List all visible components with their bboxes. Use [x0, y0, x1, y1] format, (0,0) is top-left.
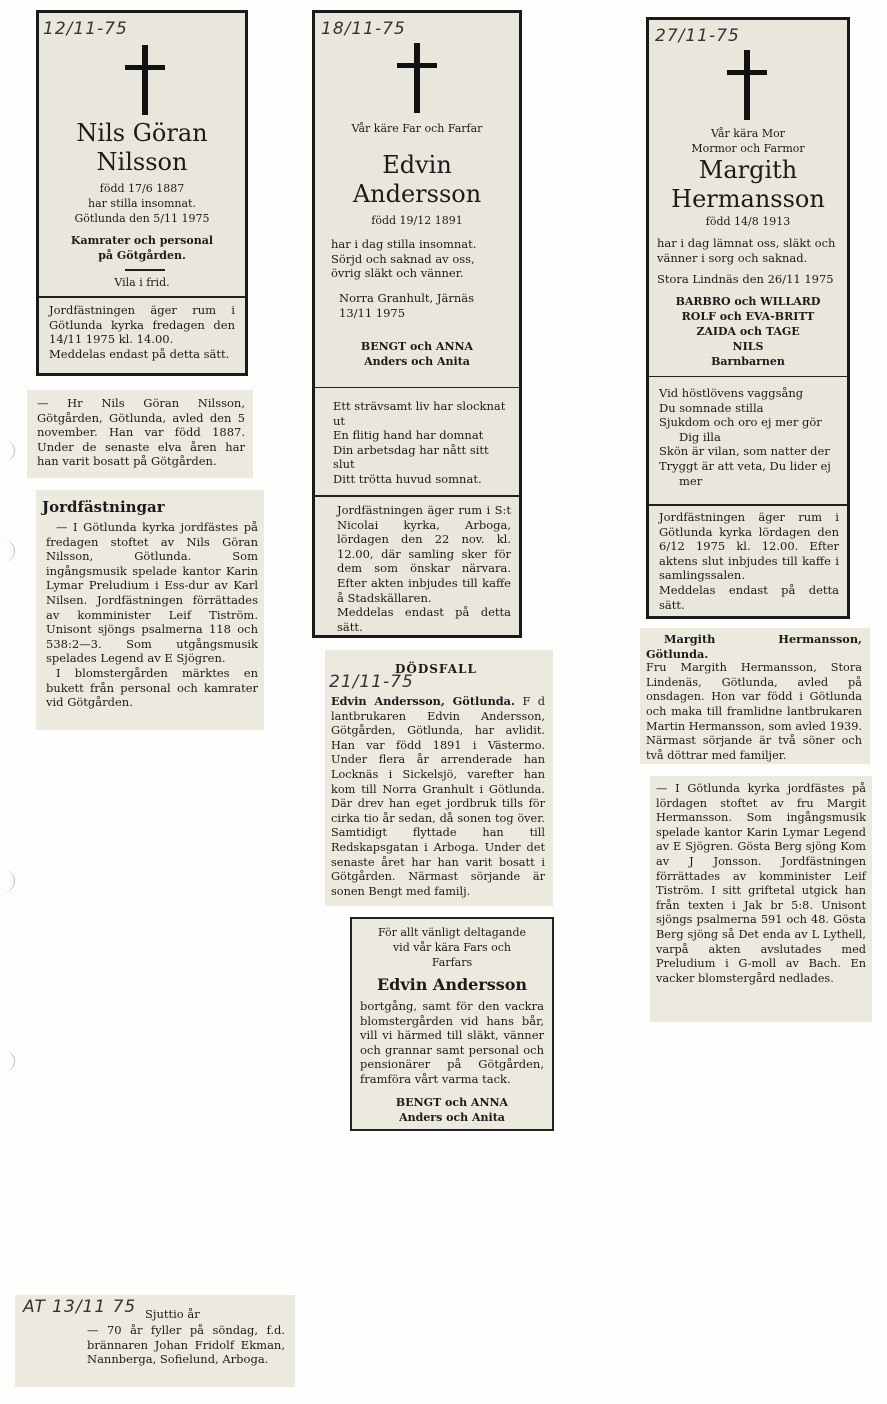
funeral-report-nils-nilsson	[36, 490, 264, 730]
handwritten-date: 21/11-75	[329, 672, 414, 692]
cross-icon	[397, 43, 437, 113]
notice-text: har i dag stilla insomnat. Sörjd och saknad av oss, övrig släkt och vänner.	[331, 237, 477, 281]
birthday-notice	[15, 1295, 295, 1387]
obituary-nils-nilsson	[27, 390, 253, 478]
birthday-text: — 70 år fyller på söndag, f.d. brännaren Johan Fridolf Ekman, Nannberga, Sofielund, Arboga.	[87, 1323, 285, 1367]
notice-place: Norra Granhult, Järnäs 13/11 1975	[339, 291, 474, 320]
deceased-name: Margith Hermansson	[671, 156, 825, 213]
thanks-intro: För allt vänligt deltagande vid vår kära Fars och Farfars	[377, 926, 527, 969]
obituary-text: — Hr Nils Göran Nilsson, Götgården, Götlunda, avled den 5 november. Han var född 1887. Under de senaste elva åren har han varit bosatt på Götgården.	[37, 396, 245, 469]
section-heading: Sjuttio år	[145, 1307, 200, 1321]
notice-intro: Vår kära Mor Mormor och Farmor	[691, 127, 805, 155]
obituary-margith-hermansson	[640, 628, 870, 764]
punch-mark	[0, 1050, 15, 1072]
poem: Ett strävsamt liv har slocknat ut En flitig hand har domnat Din arbetsdag har nått sitt slut Ditt trötta huvud somnat.	[333, 399, 506, 486]
death-notice-nils-nilsson	[36, 10, 248, 376]
divider	[39, 296, 245, 298]
thank-you-notice	[350, 917, 554, 1131]
funeral-report-margith-hermansson	[650, 776, 872, 1022]
birth-date: född 19/12 1891	[371, 214, 463, 227]
funeral-text: — I Götlunda kyrka jordfästes på fredagen stoftet av Nils Göran Nilsson, Götlunda. Som ingångsmusik spelade kantor Karin Lymar Preludium i Ess-dur av Karl Nilsen. Jordfästningen förrättades av komminister Leif Tiström. Unisont sjöngs psalmerna 118 och 538:2—3. Som utgångsmusik spelades Legend av E Sjögren. I blomstergården märktes en bukett från personal och kamrater vid Götgården.	[46, 520, 258, 710]
divider	[125, 269, 165, 271]
handwritten-date: 12/11-75	[43, 19, 128, 39]
deceased-name: Nils Göran Nilsson	[76, 119, 208, 176]
funeral-info: Jordfästningen äger rum i Götlunda kyrka fredagen den 14/11 1975 kl. 14.00. Meddelas endast på detta sätt.	[49, 303, 235, 361]
notice-intro: Vår käre Far och Farfar	[351, 122, 483, 135]
funeral-info: Jordfästningen äger rum i S:t Nicolai kyrka, Arboga, lördagen den 22 nov. kl. 12.00, där samling sker för dem som önskar närvara. Efter akten inbjudes till kaffe å Stadskällaren. Meddelas endast på detta sätt.	[337, 503, 511, 634]
funeral-info: Jordfästningen äger rum i Götlunda kyrka lördagen den 6/12 1975 kl. 12.00. Efter aktens slut inbjudes till kaffe i samlingssalen. Meddelas endast på detta sätt.	[659, 510, 839, 612]
handwritten-date: AT 13/11 75	[23, 1297, 137, 1317]
deceased-name: Edvin Andersson	[376, 975, 528, 994]
punch-mark	[0, 440, 15, 462]
mourners: Kamrater och personal på Götgården.	[70, 234, 214, 262]
obituary-edvin-andersson	[325, 650, 553, 906]
thanks-text: bortgång, samt för den vackra blomstergården vid hans bår, vill vi härmed till släkt, vänner och grannar samt personal och pensionärer på Götgården, framföra vårt varma tack.	[360, 999, 544, 1086]
cross-icon	[727, 50, 767, 120]
obituary-text: Edvin Andersson, Götlunda. F d lantbrukaren Edvin Andersson, Götgården, Götlunda, har avlidit. Han var född 1891 i Västermo. Under flera år arrenderade han Locknäs i Sickelsjö, varefter han kom till Norra Granhult i Götlunda. Där drev han eget jordbruk tills för cirka tio år sedan, då sonen tog över. Samtidigt flyttade han till Redskapsgatan i Arboga. Under det senaste året har han varit bosatt i Götgården. Närmast sörjande är sonen Bengt med familj.	[331, 694, 545, 898]
divider	[649, 504, 847, 506]
punch-mark	[0, 540, 15, 562]
divider	[649, 376, 847, 377]
punch-mark	[0, 870, 15, 892]
mourners: BARBRO och WILLARD ROLF och EVA-BRITT ZAIDA och TAGE NILS Barnbarnen	[675, 295, 821, 368]
mourners: BENGT och ANNA Anders och Anita	[360, 340, 474, 368]
cross-icon	[125, 45, 165, 115]
handwritten-date: 18/11-75	[321, 19, 406, 39]
obituary-text: Margith Hermansson, Götlunda. Fru Margith Hermansson, Stora Lindenäs, Götlunda, avled på onsdagen. Hon var född i Götlunda och maka till framlidne lantbrukaren Martin Hermansson, som avled 1939. Närmast sörjande är två söner och två döttrar med familjer.	[646, 632, 862, 762]
section-heading: Jordfästningar	[42, 498, 165, 516]
section-heading: DÖDSFALL	[395, 662, 477, 676]
notice-details: född 17/6 1887 har stilla insomnat. Götlunda den 5/11 1975	[74, 182, 210, 225]
poem: Vid höstlövens vaggsång Du somnade stilla Sjukdom och oro ej mer gör Dig illa Skön är vilan, som natter der Tryggt är att veta, Du lider ej mer	[659, 386, 831, 488]
death-notice-margith-hermansson	[646, 17, 850, 619]
handwritten-date: 27/11-75	[655, 26, 740, 46]
divider	[315, 387, 519, 388]
notice-place: Stora Lindnäs den 26/11 1975	[657, 272, 834, 286]
death-notice-edvin-andersson	[312, 10, 522, 638]
signers: BENGT och ANNA Anders och Anita	[395, 1096, 509, 1124]
birth-date: född 14/8 1913	[705, 215, 791, 228]
deceased-name: Edvin Andersson	[352, 151, 482, 208]
funeral-text: — I Götlunda kyrka jordfästes på lördagen stoftet av fru Margit Hermansson. Som ingångsmusik spelade kantor Karin Lymar Legend av E Sjögren. Gösta Berg sjöng Kom av J Jonsson. Jordfästningen förrättades av komminister Leif Tiström. I sitt griftetal utgick han från texten i Jak br 5:8. Unisont sjöngs psalmerna 591 och 48. Gösta Berg sjöng så Det enda av L Lythell, varpå akten avslutades med Preludium i G-moll av Bach. En vacker blomstergård nedlades.	[656, 782, 866, 985]
notice-text: har i dag lämnat oss, släkt och vänner i sorg och saknad.	[657, 236, 836, 265]
farewell: Vila i frid.	[114, 276, 170, 289]
divider	[315, 495, 519, 497]
